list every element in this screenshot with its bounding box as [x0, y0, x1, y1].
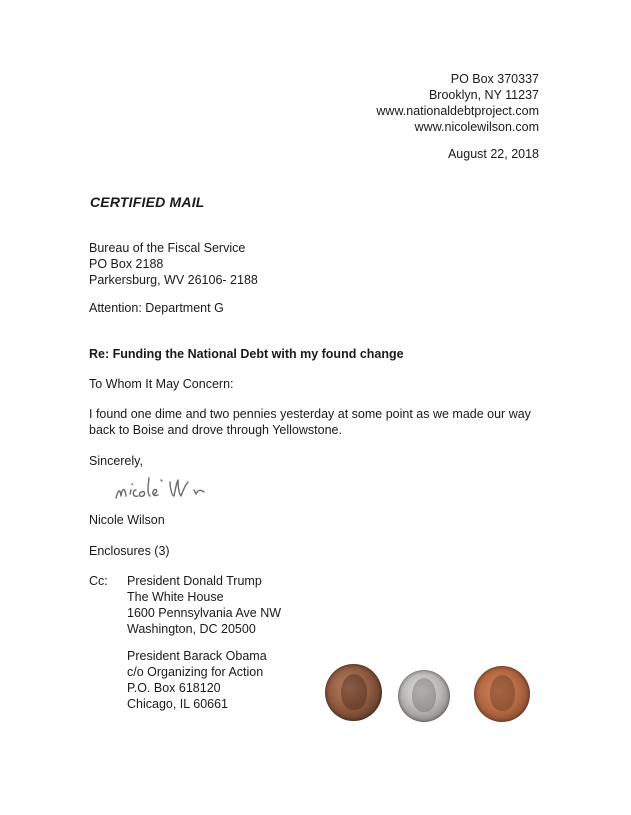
penny-coin-image [474, 666, 530, 722]
subject-line: Re: Funding the National Debt with my found change [89, 347, 404, 361]
cc2-line-3: P.O. Box 618120 [127, 681, 221, 695]
cc2-line-1: President Barack Obama [127, 649, 267, 663]
sender-city: Brooklyn, NY 11237 [428, 88, 539, 102]
cc-recipient-obama [127, 648, 267, 712]
sender-website-1: www.nationaldebtproject.com [376, 104, 539, 118]
cc1-line-4: Washington, DC 20500 [127, 622, 256, 636]
cc-recipient-trump [127, 573, 281, 637]
enclosures-line: Enclosures (3) [89, 544, 170, 558]
sender-po-box: PO Box 370337 [450, 72, 539, 86]
cc2-line-2: c/o Organizing for Action [127, 665, 264, 679]
recipient-po-box: PO Box 2188 [89, 257, 164, 271]
dime-coin-image [398, 670, 450, 722]
recipient-name: Bureau of the Fiscal Service [89, 241, 246, 255]
cc2-line-4: Chicago, IL 60661 [127, 697, 229, 711]
salutation: To Whom It May Concern: [89, 377, 234, 391]
penny-coin-image [325, 664, 382, 721]
signature [112, 470, 242, 506]
certified-mail-heading: CERTIFIED MAIL [90, 194, 205, 210]
penny-portrait [341, 674, 367, 710]
penny-portrait [490, 675, 515, 711]
body-line-1: I found one dime and two pennies yesterday at some point as we made our way [89, 407, 531, 421]
sender-address [376, 71, 539, 135]
recipient-address [89, 240, 258, 288]
attention-line: Attention: Department G [89, 301, 224, 315]
letter-body [89, 406, 531, 438]
letter-date: August 22, 2018 [447, 147, 539, 161]
cc1-line-2: The White House [127, 590, 224, 604]
sender-website-2: www.nicolewilson.com [414, 120, 539, 134]
closing: Sincerely, [89, 454, 143, 468]
recipient-city: Parkersburg, WV 26106- 2188 [89, 273, 258, 287]
signer-name: Nicole Wilson [89, 513, 165, 527]
body-line-2: back to Boise and drove through Yellowstone. [89, 423, 342, 437]
cc1-line-1: President Donald Trump [127, 574, 262, 588]
cc1-line-3: 1600 Pennsylvania Ave NW [127, 606, 282, 620]
dime-portrait [412, 678, 436, 712]
cc-label: Cc: [89, 574, 108, 588]
